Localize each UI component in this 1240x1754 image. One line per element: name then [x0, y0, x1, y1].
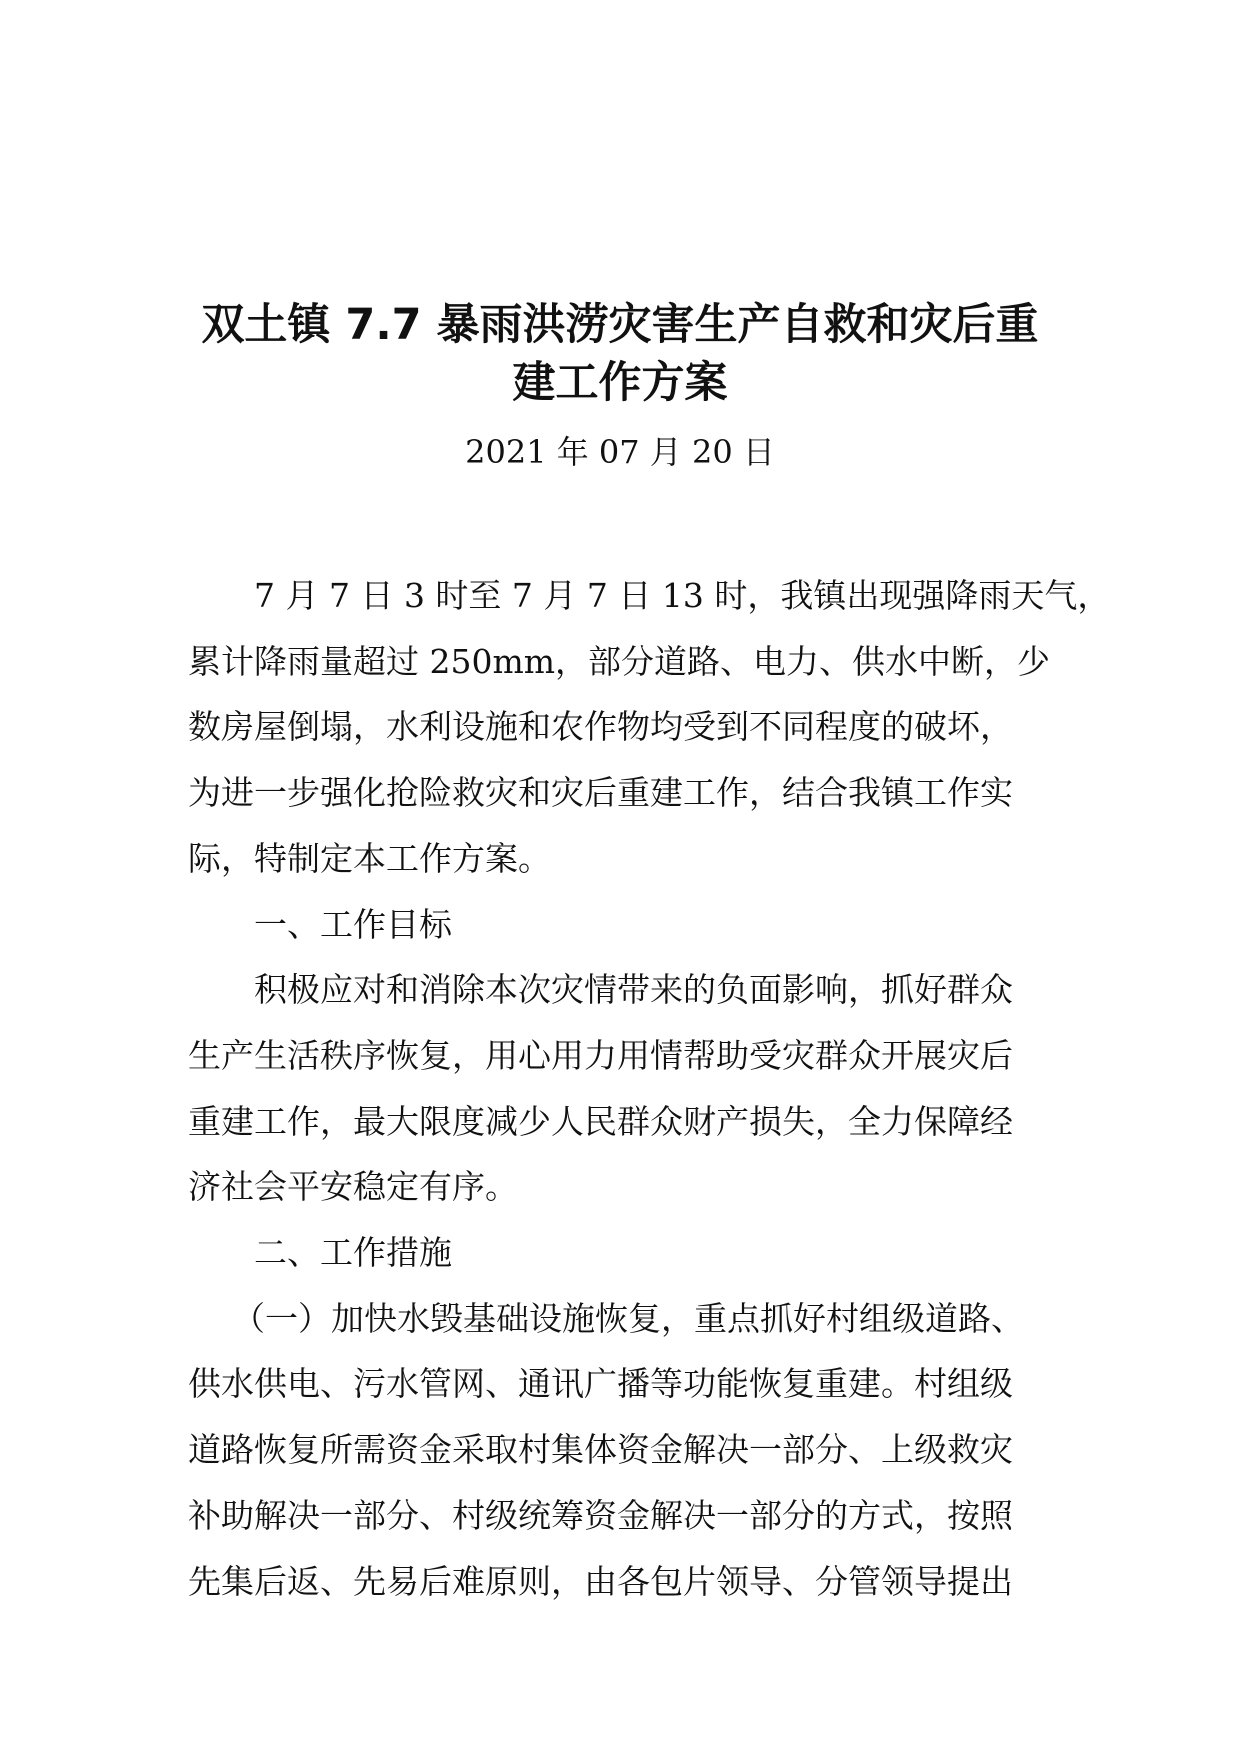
paragraph-intro [188, 563, 1111, 892]
section-heading-goals [188, 892, 1060, 958]
paragraph-line: 数房屋倒塌，水利设施和农作物均受到不同程度的破坏， [188, 707, 1013, 747]
heading-text: 一、工作目标 [254, 904, 452, 944]
heading-text: 二、工作措施 [254, 1233, 452, 1273]
paragraph-line: 生产生活秩序恢复，用心用力用情帮助受灾群众开展灾后 [188, 1035, 1013, 1075]
paragraph-line: 积极应对和消除本次灾情带来的负面影响，抓好群众 [254, 970, 1013, 1010]
paragraph-line: 为进一步强化抢险救灾和灾后重建工作，结合我镇工作实 [188, 773, 1013, 813]
paragraph-line: 道路恢复所需资金采取村集体资金解决一部分、上级救灾 [188, 1430, 1013, 1470]
paragraph-line: 济社会平安稳定有序。 [188, 1167, 518, 1207]
title-line: 建工作方案 [512, 358, 728, 408]
document-date: 2021 年 07 月 20 日 [465, 433, 775, 471]
paragraph-measures [188, 1286, 1060, 1615]
section-heading-measures [188, 1220, 1060, 1286]
paragraph-line: 供水供电、污水管网、通讯广播等功能恢复重建。村组级 [188, 1364, 1013, 1404]
title-line: 双土镇 7.7 暴雨洪涝灾害生产自救和灾后重 [201, 300, 1039, 350]
paragraph-line: 重建工作，最大限度减少人民群众财产损失，全力保障经 [188, 1101, 1013, 1141]
paragraph-line: 先集后返、先易后难原则，由各包片领导、分管领导提出 [188, 1561, 1013, 1601]
paragraph-line: 际，特制定本工作方案。 [188, 838, 551, 878]
paragraph-goals [188, 957, 1060, 1220]
paragraph-line: （一）加快水毁基础设施恢复，重点抓好村组级道路、 [232, 1298, 1024, 1338]
document-title [170, 296, 1070, 412]
paragraph-line: 补助解决一部分、村级统筹资金解决一部分的方式，按照 [188, 1495, 1013, 1535]
paragraph-line: 累计降雨量超过 250mm，部分道路、电力、供水中断，少 [188, 641, 1051, 681]
paragraph-line: 7 月 7 日 3 时至 7 月 7 日 13 时，我镇出现强降雨天气， [254, 576, 1111, 615]
document-body [188, 563, 1111, 1614]
